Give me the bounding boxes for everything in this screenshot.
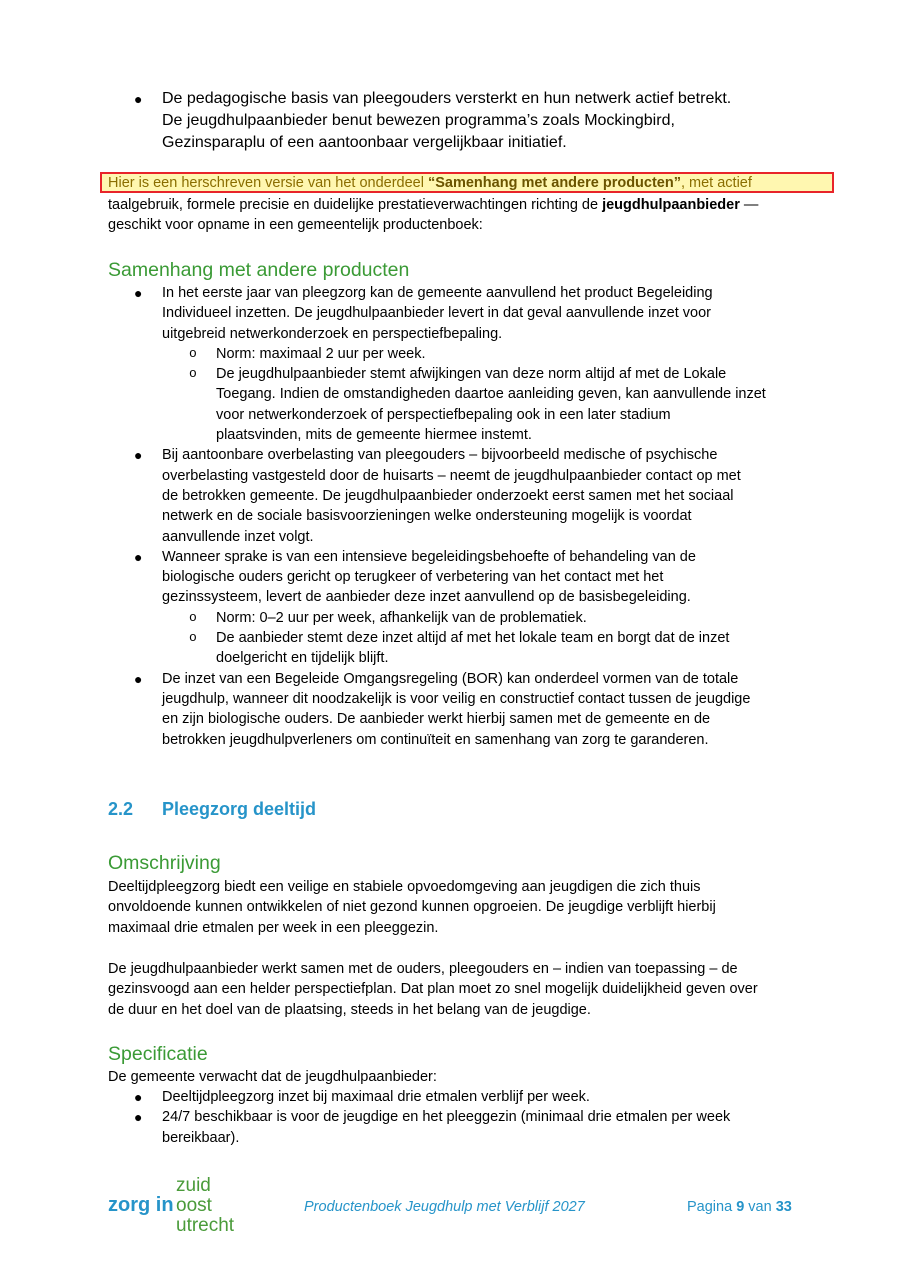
list-item: ● Deeltijdpleegzorg inzet bij maximaal drie etmalen verblijf per week. [108, 1087, 808, 1107]
list-item: ● De pedagogische basis van pleegouders versterkt en hun netwerk actief betrekt. De jeugdhulpaanbieder benut bewezen programma’s zoals Mockingbird, Gezinsparaplu of een aantoonbaar vergelijkbaar initiatief. [134, 90, 732, 151]
bullet-icon: ● [134, 91, 143, 107]
intro-paragraph: taalgebruik, formele precisie en duidelijke prestatieverwachtingen richting de jeugdhulpaanbieder — geschikt voor opname in een gemeentelijk productenboek: [108, 197, 759, 234]
bullet-icon: ● [134, 447, 143, 464]
specificatie-intro: De gemeente verwacht dat de jeugdhulpaanbieder: [108, 1069, 437, 1085]
heading-specificatie: Specificatie [108, 1043, 208, 1065]
omschrijving-paragraph-1: Deeltijdpleegzorg biedt een veilige en stabiele opvoedomgeving aan jeugdigen die zich thuis onvoldoende kunnen ontwikkelen of niet gezond kunnen opgroeien. De jeugdige verblijft hierbij maximaal drie etmalen per week in een pleeggezin. [108, 879, 716, 936]
bullet-icon: ● [134, 285, 143, 301]
section-heading: 2.2 Pleegzorg deeltijd [108, 799, 317, 819]
sub-list-item: o Norm: 0–2 uur per week, afhankelijk van de problematiek. [162, 608, 808, 628]
bullet-icon: ● [134, 670, 143, 687]
circle-bullet-icon: o [189, 366, 197, 382]
specificatie-list [108, 1087, 808, 1148]
circle-bullet-icon: o [189, 609, 197, 625]
bullet-icon: ● [134, 1109, 143, 1126]
list-item: ● In het eerste jaar van pleegzorg kan de gemeente aanvullend het product Begeleiding Individueel inzetten. De jeugdhulpaanbieder levert in dat geval aanvullende inzet voor uitgebreid netwerkonderzoek en perspectiefbepaling. o Norm: maximaal 2 uur per week. o De jeugdhulpaanbieder stemt afwijkingen van deze norm altijd af met de Lokale Toegang. Indien de omstandigheden daartoe aanleiding geven, kan aanvullende inzet voor netwerkonderzoek of perspectiefbepaling ook in een later stadium plaatsvinden, mits de gemeente hiermee instemt. [108, 283, 808, 445]
heading-samenhang: Samenhang met andere producten [108, 259, 410, 281]
circle-bullet-icon: o [189, 345, 197, 361]
bullet-icon: ● [134, 548, 143, 565]
heading-omschrijving: Omschrijving [108, 852, 221, 874]
sub-list-item: o De aanbieder stemt deze inzet altijd af met het lokale team en borgt dat de inzet doelgericht en tijdelijk blijft. [189, 630, 730, 667]
list-item: ● De inzet van een Begeleide Omgangsregeling (BOR) kan onderdeel vormen van de totale jeugdhulp, wanneer dit noodzakelijk is voor veilig en constructief contact tussen de jeugdige en zijn biologische ouders. De aanbieder werkt hierbij samen met de gemeente en de betrokken jeugdhulpverleners om continuïteit en samenhang van zorg te garanderen. [134, 670, 751, 748]
list-item: ● Wanneer sprake is van een intensieve begeleidingsbehoefte of behandeling van de biologische ouders gericht op terugkeer of verbetering van het contact met het gezinssysteem, levert de aanbieder deze inzet aanvullend op de basisbegeleiding. o Norm: 0–2 uur per week, afhankelijk van de problematiek. o De aanbieder stemt deze inzet altijd af met het lokale team en borgt dat de inzet doelgericht en tijdelijk blijft. [108, 547, 808, 669]
sub-list-item: o De jeugdhulpaanbieder stemt afwijkingen van deze norm altijd af met de Lokale Toegang. Indien de omstandigheden daartoe aanleiding geven, kan aanvullende inzet voor netwerkonderzoek of perspectiefbepaling ook in een later stadium plaatsvinden, mits de gemeente hiermee instemt. [189, 366, 766, 444]
omschrijving-paragraph-2: De jeugdhulpaanbieder werkt samen met de ouders, pleegouders en – indien van toepassing – de gezinsvoogd aan een helder perspectiefplan. Dat plan moet zo snel mogelijk duidelijkheid geven over de duur en het doel van de plaatsing, steeds in het belang van de jeugdige. [108, 961, 758, 1018]
footer-title: Productenboek Jeugdhulp met Verblijf 2027 [304, 1199, 585, 1215]
highlighted-text: Hier is een herschreven versie van het onderdeel “Samenhang met andere producten”, met actief [108, 175, 752, 191]
circle-bullet-icon: o [189, 630, 197, 646]
list-item: ● 24/7 beschikbaar is voor de jeugdige en het pleeggezin (minimaal drie etmalen per week bereikbaar). [134, 1109, 731, 1146]
bullet-icon: ● [134, 1089, 143, 1105]
page-number: Pagina 9 van 33 [687, 1199, 792, 1215]
list-item: ● Bij aantoonbare overbelasting van pleegouders – bijvoorbeeld medische of psychische overbelasting vastgesteld door de huisarts – neemt de jeugdhulpaanbieder contact op met de betrokken gemeente. De jeugdhulpaanbieder onderzoekt eerst samen met het sociaal netwerk en de sociale basisvoorzieningen welke ondersteuning mogelijk is voordat aanvullende inzet volgt. [134, 447, 741, 545]
samenhang-list [108, 283, 808, 750]
logo: zorg in zuid oost utrecht [108, 1175, 235, 1236]
sub-list-item: o Norm: maximaal 2 uur per week. [162, 344, 808, 364]
intro-bullet-list [108, 88, 808, 154]
